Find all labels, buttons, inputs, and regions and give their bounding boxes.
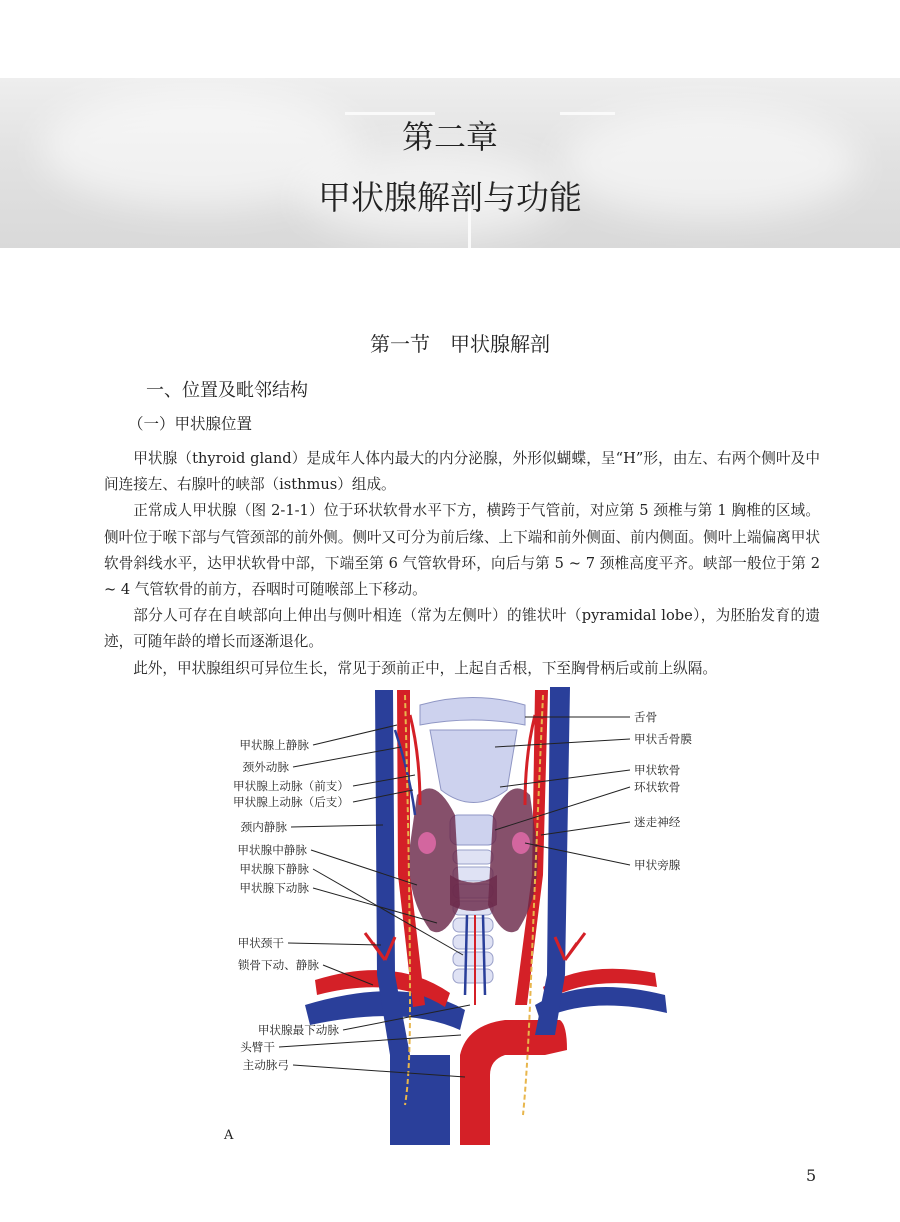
figure-panel-label: A bbox=[224, 1128, 234, 1143]
label-superior-thyroid-artery-posterior: 甲状腺上动脉（后支） bbox=[233, 795, 349, 809]
paragraph: 部分人可存在自峡部向上伸出与侧叶相连（常为左侧叶）的锥状叶（pyramidal lobe），为胚胎发育的遗迹，可随年龄的增长而逐渐退化。 bbox=[104, 607, 820, 651]
label-aortic-arch: 主动脉弓 bbox=[242, 1058, 289, 1072]
page-number: 5 bbox=[806, 1166, 817, 1185]
label-thyroid-ima-artery: 甲状腺最下动脉 bbox=[257, 1023, 339, 1037]
label-superior-thyroid-artery-anterior: 甲状腺上动脉（前支） bbox=[233, 779, 349, 793]
label-parathyroid-gland: 甲状旁腺 bbox=[634, 858, 681, 872]
label-superior-thyroid-vein: 甲状腺上静脉 bbox=[239, 738, 309, 752]
chapter-banner bbox=[0, 78, 900, 248]
label-thyroid-cartilage: 甲状软骨 bbox=[634, 763, 681, 777]
chapter-number: 第二章 bbox=[401, 118, 498, 156]
heading-level-1: 一、位置及毗邻结构 bbox=[146, 380, 308, 401]
paragraph: 甲状腺（thyroid gland）是成年人体内最大的内分泌腺，外形似蝴蝶，呈“H”形，由左、右两个侧叶及中间连接左、右腺叶的峡部（isthmus）组成。 bbox=[104, 450, 820, 494]
label-subclavian-vessels: 锁骨下动、静脉 bbox=[237, 958, 319, 972]
label-thyrocervical-trunk: 甲状颈干 bbox=[237, 936, 284, 950]
body-text bbox=[104, 446, 820, 682]
label-brachiocephalic-trunk: 头臂干 bbox=[240, 1040, 275, 1054]
label-cricoid-cartilage: 环状软骨 bbox=[634, 780, 681, 794]
label-internal-jugular-vein: 颈内静脉 bbox=[240, 820, 287, 834]
heading-level-2: （一）甲状腺位置 bbox=[128, 415, 253, 433]
anatomy-drawing bbox=[305, 687, 667, 1145]
label-hyoid-bone: 舌骨 bbox=[634, 710, 658, 724]
thyroid-illustration bbox=[205, 675, 725, 1145]
chapter-title: 甲状腺解剖与功能 bbox=[318, 178, 582, 217]
label-inferior-thyroid-vein: 甲状腺下静脉 bbox=[239, 862, 309, 876]
section-title: 第一节 甲状腺解剖 bbox=[370, 332, 550, 356]
thyroid-anatomy-figure bbox=[205, 675, 725, 1145]
label-inferior-thyroid-artery: 甲状腺下动脉 bbox=[239, 881, 309, 895]
label-middle-thyroid-vein: 甲状腺中静脉 bbox=[237, 843, 307, 857]
paragraph: 正常成人甲状腺（图 2-1-1）位于环状软骨水平下方，横跨于气管前，对应第 5 颈椎与第 1 胸椎的区域。侧叶位于喉下部与气管颈部的前外侧。侧叶又可分为前后缘、上下端和前外侧面、前内侧面。侧叶上端偏离甲状软骨斜线水平，达甲状软骨中部，下端至第 6 气管软骨环，向后与第 5 ~ 7 颈椎高度平齐。峡部一般位于第 2 ~ 4 气管软骨的前方，吞咽时可随喉部上下移动。 bbox=[104, 502, 820, 599]
label-vagus-nerve: 迷走神经 bbox=[634, 815, 681, 829]
label-thyrohyoid-membrane: 甲状舌骨膜 bbox=[634, 732, 692, 746]
label-external-carotid-artery: 颈外动脉 bbox=[242, 760, 289, 774]
paragraph: 此外，甲状腺组织可异位生长，常见于颈前正中，上起自舌根，下至胸骨柄后或前上纵隔。 bbox=[133, 659, 717, 677]
